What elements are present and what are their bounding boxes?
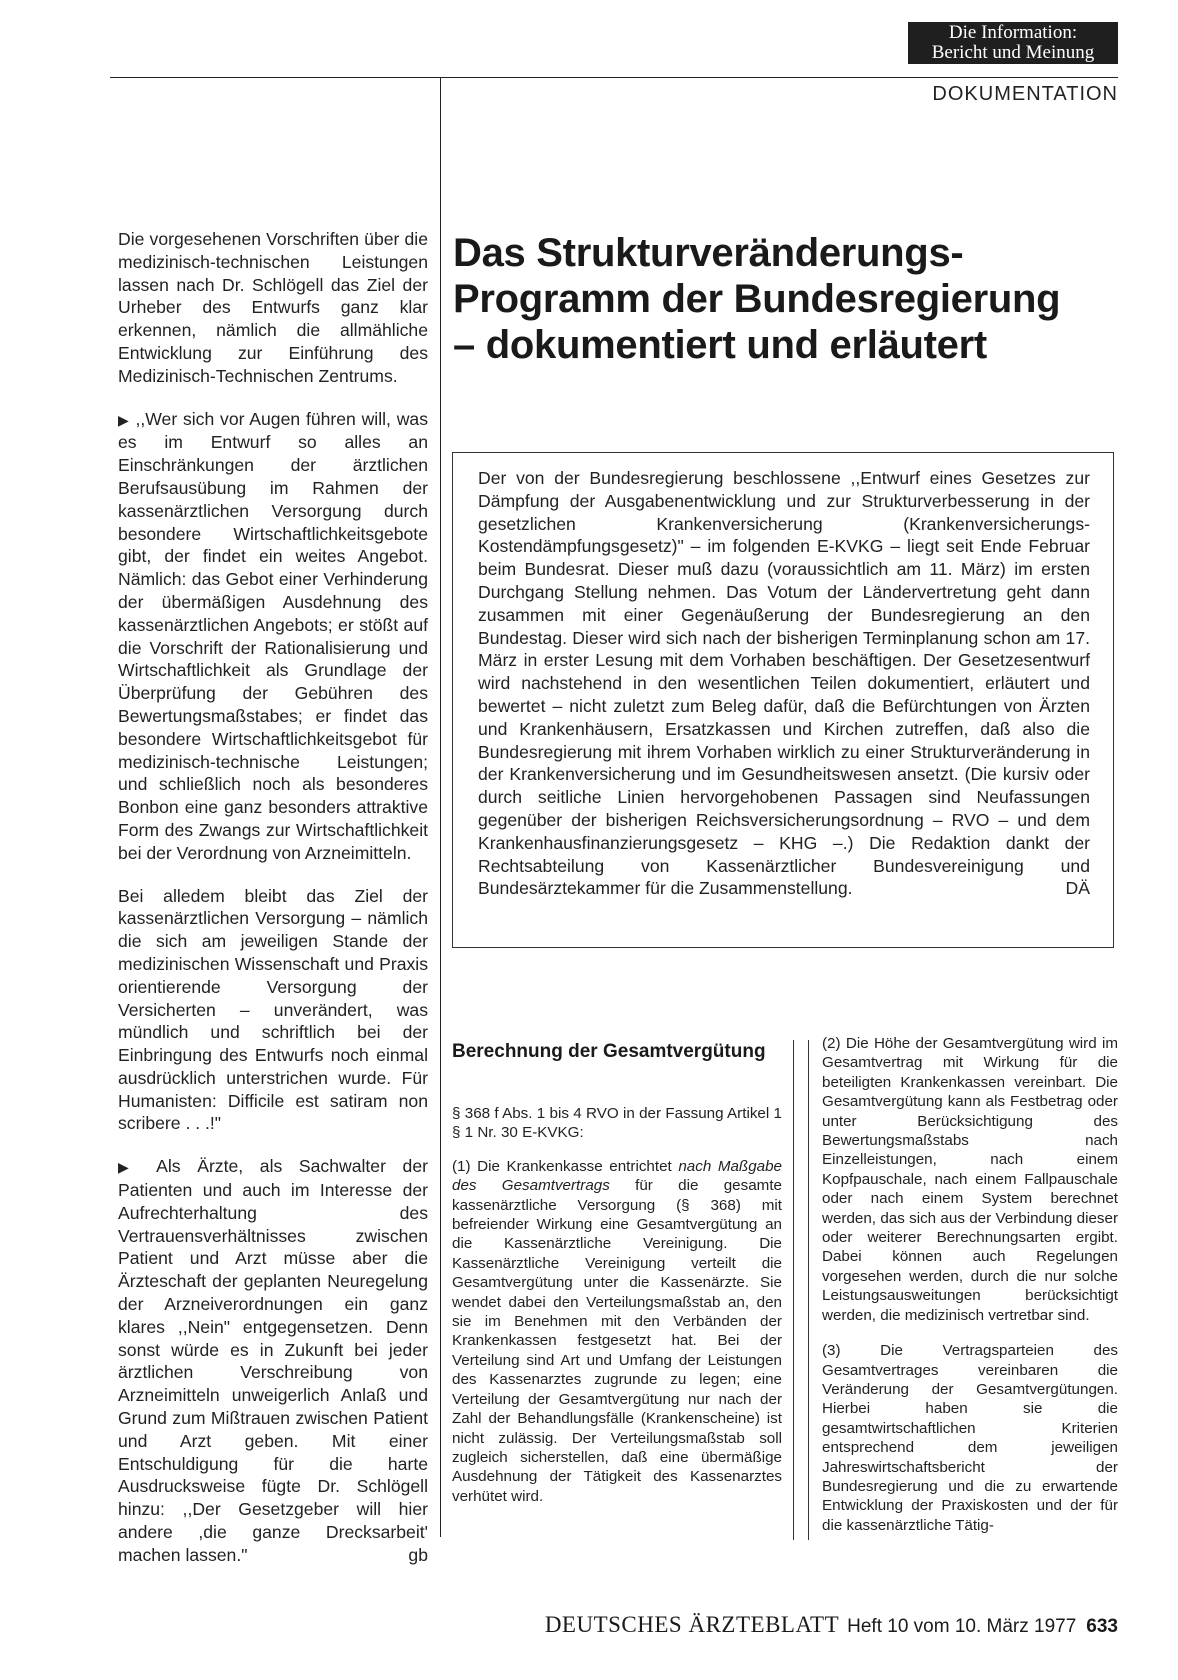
- section-label: DOKUMENTATION: [932, 83, 1118, 105]
- page-footer: [488, 1612, 1118, 1638]
- left-column: [118, 228, 428, 1587]
- headline-line-2: Programm der Bundesregierung: [453, 277, 1061, 321]
- top-rule: [110, 77, 1118, 78]
- triangle-bullet-icon: ▶: [118, 1159, 141, 1176]
- column-divider: [440, 77, 441, 1537]
- left-paragraph-2: [118, 408, 428, 865]
- issue-info: Heft 10 vom 10. März 1977: [847, 1616, 1077, 1637]
- section-badge: [908, 22, 1118, 64]
- left-paragraph-4-text: Als Ärzte, als Sachwalter der Patienten und auch im Interesse der Aufrechterhaltung des Vertrauensverhältnisses zwischen Patient und Arzt müsse aber die Ärzteschaft der geplanten Neuregelung der Arzneiverordnungen ein ganz klares ,,Nein" entgegensetzen. Denn sonst würde es in Zukunft bei jeder ärztlichen Verschreibung von Arzneimitteln unweigerlich Anlaß und Grund zum Mißtrauen zwischen Patient und Arzt geben. Mit einer Entschuldigung für die harte Ausdrucksweise fügte Dr. Schlögell hinzu: ,,Der Gesetzgeber will hier andere ,die ganze Drecksarbeit' machen lassen.": [118, 1156, 428, 1565]
- headline-line-1: Das Strukturveränderungs-: [453, 231, 964, 275]
- journal-name: DEUTSCHES ÄRZTEBLATT: [544, 1612, 840, 1637]
- author-initials: gb: [408, 1544, 428, 1565]
- left-paragraph-1: Die vorgesehenen Vorschriften über die medizinisch-technischen Leistungen lassen nach Dr. Schlögell das Ziel der Urheber des Entwurfs ganz klar erkennen, nämlich die allmähliche Entwicklung zur Einführung des Medizinisch-Technischen Zentrums.: [118, 229, 428, 386]
- section-paragraph-1: [452, 1157, 782, 1506]
- right-column: [822, 1034, 1118, 1551]
- left-paragraph-4: [118, 1155, 428, 1566]
- left-paragraph-3: Bei alledem bleibt das Ziel der kassenärztlichen Versorgung – nämlich die sich am jeweiligen Stande der medizinischen Wissenschaft und Praxis orientierende Versorgung der Versicherten – unverändert, was mündlich und schriftlich bei der Einbringung des Entwurfs noch einmal ausdrücklich unterstrichen wurde. Für Humanisten: Difficile est satiram non scribere . . .!": [118, 885, 428, 1134]
- section-paragraph-3: (3) Die Vertragsparteien des Gesamtvertrages vereinbaren die Veränderung der Gesamtvergütungen. Hierbei haben sie die gesamtwirtschaftlichen Kriterien entsprechend dem jeweiligen Jahreswirtschaftsbericht der Bundesregierung und die zu erwartende Entwicklung der Praxiskosten und der für die kassenärztliche Tätig-: [822, 1342, 1118, 1534]
- margin-rule-left: [793, 1040, 794, 1540]
- middle-column: [452, 1104, 782, 1520]
- headline-line-3: – dokumentiert und erläutert: [453, 323, 987, 367]
- p1-text-a: (1) Die Krankenkasse entrichtet: [452, 1157, 679, 1175]
- intro-sign: DÄ: [1065, 878, 1090, 899]
- section-citation: § 368 f Abs. 1 bis 4 RVO in der Fassung Artikel 1 § 1 Nr. 30 E-KVKG:: [452, 1105, 782, 1142]
- intro-box: [478, 467, 1090, 900]
- badge-line-1: Die Information:: [948, 22, 1078, 43]
- margin-rule-right: [808, 1040, 809, 1540]
- intro-text: Der von der Bundesregierung beschlossene ,,Entwurf eines Gesetzes zur Dämpfung der Ausgabenentwicklung und zur Strukturverbesserung in der gesetzlichen Krankenversicherung (Krankenversicherungs-Kostendämpfungsgesetz)" – im folgenden E-KVKG – liegt seit Ende Februar beim Bundesrat. Dieser muß dazu (voraussichtlich am 11. März) im ersten Durchgang Stellung nehmen. Das Votum der Ländervertretung geht dann zusammen mit einer Gegenäußerung der Bundesregierung an den Bundestag. Dieser wird sich nach der bisherigen Terminplanung schon am 17. März in erster Lesung mit dem Vorhaben beschäftigen. Der Gesetzesentwurf wird nachstehend in den wesentlichen Teilen dokumentiert, erläutert und bewertet – nicht zuletzt zum Beleg dafür, daß die Befürchtungen von Ärzten und Krankenhäusern, Ersatzkassen und Kirchen zutreffen, daß also die Bundesregierung mit ihrem Vorhaben wirklich zu einer Strukturveränderung in der Krankenversicherung und im Gesundheitswesen ansetzt. (Die kursiv oder durch seitliche Linien hervorgehobenen Passagen sind Neufassungen gegenüber der bisherigen Reichsversicherungsordnung – RVO – und dem Krankenhausfinanzierungsgesetz – KHG –.) Die Redaktion dankt der Rechtsabteilung von Kassenärztlicher Bundesvereinigung und Bundesärztekammer für die Zusammenstellung.: [478, 468, 1090, 899]
- page-number: 633: [1086, 1616, 1118, 1637]
- triangle-bullet-icon: ▶: [118, 411, 130, 428]
- badge-line-2: Bericht und Meinung: [931, 42, 1095, 63]
- section-paragraph-2: (2) Die Höhe der Gesamtvergütung wird im Gesamtvertrag mit Wirkung für die beteiligten Krankenkassen vereinbart. Die Gesamtvergütung kann als Festbetrag oder unter Berücksichtigung des Bewertungsmaßstabs nach Einzelleistungen, nach einem Kopfpauschale, nach einem Fallpauschale oder nach einem System berechnet werden, das sich aus der Verbindung dieser oder weiterer Berechnungsarten ergibt. Dabei können auch Regelungen vorgesehen werden, durch die nur solche Leistungsausweitungen berücksichtigt werden, die medizinisch vertretbar sind.: [822, 1035, 1118, 1324]
- section-heading: Berechnung der Gesamtvergütung: [452, 1041, 766, 1062]
- article-headline: [453, 230, 1113, 368]
- p1-text-italic: nach Maßgabe des Gesamtvertrags: [452, 1157, 782, 1195]
- left-paragraph-2-text: ,,Wer sich vor Augen führen will, was es im Entwurf so alles an Einschränkungen der ärztlichen Berufsausübung im Rahmen der kassenärztlichen Versorgung durch besondere Wirtschaftlichkeitsgebote gibt, der findet ein weites Angebot. Nämlich: das Gebot einer Verhinderung der übermäßigen Ausdehnung des kassenärztlichen Angebots; er stößt auf die Vorschrift der Rationalisierung und Wirtschaftlichkeit als Grundlage der Überprüfung der Gebühren des Bewertungsmaßstabes; er findet das besondere Wirtschaftlichkeitsgebot für medizinisch-technische Leistungen; und schließlich noch als besonderes Bonbon eine ganz besonders attraktive Form des Zwangs zur Wirtschaftlichkeit bei der Verordnung von Arzneimitteln.: [118, 408, 428, 863]
- p1-text-b: für die gesamte kassenärztliche Versorgung (§ 368) mit befreiender Wirkung eine Gesamtvergütung an die Kassenärztliche Vereinigung. Die Kassenärztliche Vereinigung verteilt die Gesamtvergütung unter die Kassenärzte. Sie wendet dabei den Verteilungsmaßstab an, den sie im Benehmen mit den Verbänden der Krankenkassen festgesetzt hat. Bei der Verteilung sind Art und Umfang der Leistungen des Kassenarztes zugrunde zu legen; eine Verteilung der Gesamtvergütung nur nach der Zahl der Behandlungsfälle (Krankenscheine) ist nicht zulässig. Der Verteilungsmaßstab soll zugleich sicherstellen, daß eine übermäßige Ausdehnung der Tätigkeit des Kassenarztes verhütet wird.: [452, 1177, 782, 1505]
